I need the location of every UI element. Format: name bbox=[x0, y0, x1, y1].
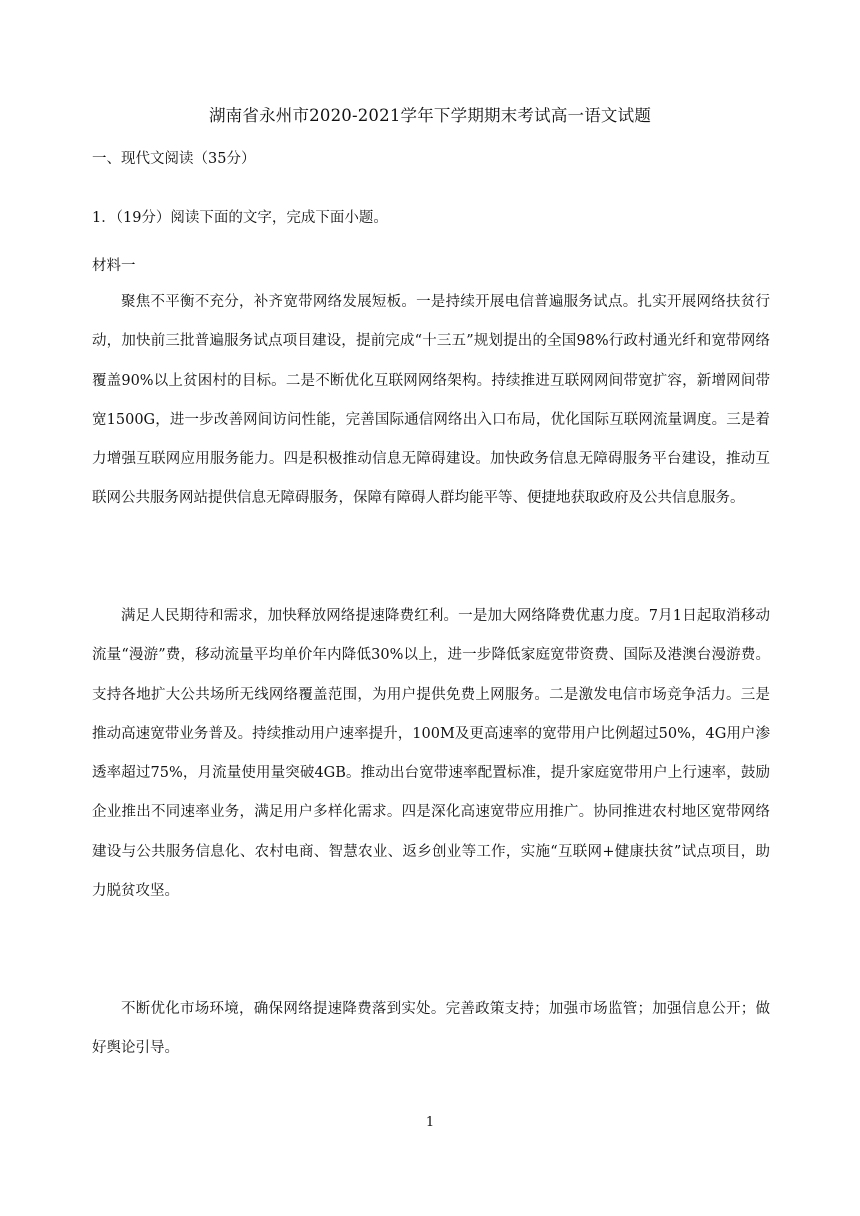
section-heading: 一、现代文阅读（35分） bbox=[92, 151, 256, 167]
document-title: 湖南省永州市2020-2021学年下学期期末考试高一语文试题 bbox=[208, 106, 652, 125]
paragraph-1: 聚焦不平衡不充分，补齐宽带网络发展短板。一是持续开展电信普遍服务试点。扎实开展网络扶贫行动，加快前三批普遍服务试点项目建设，提前完成“十三五”规划提出的全国98%行政村通光纤和宽带网络覆盖90%以上贫困村的目标。二是不断优化互联网网络架构。持续推进互联网网间带宽扩容，新增网间带宽1500G，进一步改善网间访问性能，完善国际通信网络出入口布局，优化国际互联网流量调度。三是着力增强互联网应用服务能力。四是积极推动信息无障碍建设。加快政务信息无障碍服务平台建设，推动互联网公共服务网站提供信息无障碍服务，保障有障碍人群均能平等、便捷地获取政府及公共信息服务。 bbox=[92, 294, 770, 507]
page-number: 1 bbox=[425, 1115, 435, 1130]
question-intro: 1．（19分）阅读下面的文字，完成下面小题。 bbox=[92, 210, 388, 226]
paragraph-3: 不断优化市场环境，确保网络提速降费落到实处。完善政策支持；加强市场监管；加强信息公开；做好舆论引导。 bbox=[92, 1001, 770, 1057]
paragraph-2: 满足人民期待和需求，加快释放网络提速降费红利。一是加大网络降费优惠力度。7月1日起取消移动流量“漫游”费，移动流量平均单价年内降低30%以上，进一步降低家庭宽带资费、国际及港澳台漫游费。支持各地扩大公共场所无线网络覆盖范围，为用户提供免费上网服务。二是激发电信市场竞争活力。三是推动高速宽带业务普及。持续推动用户速率提升，100M及更高速率的宽带用户比例超过50%，4G用户渗透率超过75%，月流量使用量突破4GB。推动出台宽带速率配置标准，提升家庭宽带用户上行速率，鼓励企业推出不同速率业务，满足用户多样化需求。四是深化高速宽带应用推广。协同推进农村地区宽带网络建设与公共服务信息化、农村电商、智慧农业、返乡创业等工作，实施“互联网+健康扶贫”试点项目，助力脱贫攻坚。 bbox=[92, 608, 770, 900]
material-label: 材料一 bbox=[92, 258, 136, 274]
